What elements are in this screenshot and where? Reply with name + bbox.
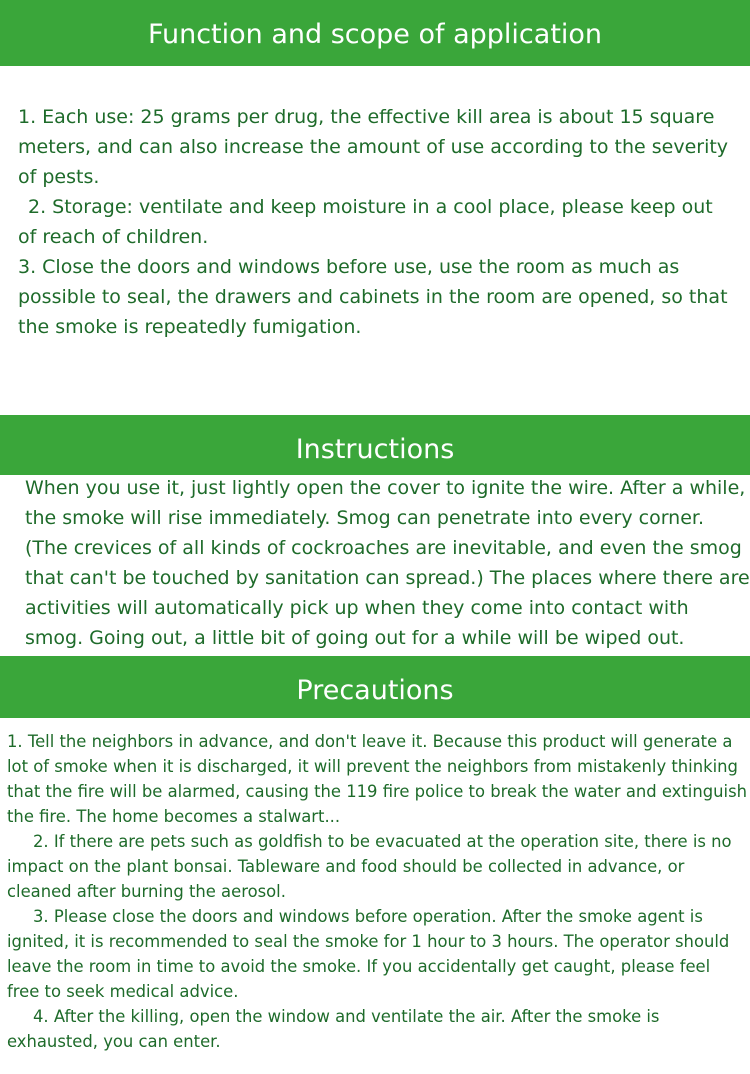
instructions-paragraph: When you use it, just lightly open the cover to ignite the wire. After a while, the smoke will rise immediately. Smog can penetrate into every corner. (The crevices of all kinds of cockroaches are inevitable, and even the smog that can't be touched by sanitation can spread.) The places where there are activities will automatically pick up when they come into contact with smog. Going out, a little bit of going out for a while will be wiped out. xyxy=(25,477,750,649)
function-scope-header xyxy=(0,0,750,66)
instructions-body xyxy=(25,473,750,653)
function-scope-item-3: 3. Close the doors and windows before use, use the room as much as possible to seal, the drawers and cabinets in the room are opened, so that the smoke is repeatedly fumigation. xyxy=(18,256,728,338)
function-scope-body xyxy=(18,102,736,342)
precaution-item-4: 4. After the killing, open the window and ventilate the air. After the smoke is exhausted, you can enter. xyxy=(7,1007,660,1051)
function-scope-item-1: 1. Each use: 25 grams per drug, the effective kill area is about 15 square meters, and can also increase the amount of use according to the severity of pests. xyxy=(18,106,729,188)
precaution-item-2: 2. If there are pets such as goldfish to be evacuated at the operation site, there is no impact on the plant bonsai. Tableware and food should be collected in advance, or cleaned after burning the aerosol. xyxy=(7,832,732,901)
function-scope-item-2: 2. Storage: ventilate and keep moisture in a cool place, please keep out of reach of children. xyxy=(18,196,713,248)
precaution-item-3: 3. Please close the doors and windows before operation. After the smoke agent is ignited, it is recommended to seal the smoke for 1 hour to 3 hours. The operator should leave the room in time to avoid the smoke. If you accidentally get caught, please feel free to seek medical advice. xyxy=(7,907,730,1001)
instructions-title: Instructions xyxy=(295,434,455,465)
precautions-header xyxy=(0,656,750,718)
precautions-title: Precautions xyxy=(296,675,454,706)
function-scope-title: Function and scope of application xyxy=(147,19,603,50)
precaution-item-1: 1. Tell the neighbors in advance, and don't leave it. Because this product will generate a lot of smoke when it is discharged, it will prevent the neighbors from mistakenly thinking that the fire will be alarmed, causing the 119 fire police to break the water and extinguish the fire. The home becomes a stalwart... xyxy=(7,732,748,826)
instructions-header xyxy=(0,415,750,475)
precautions-body xyxy=(7,729,747,1054)
